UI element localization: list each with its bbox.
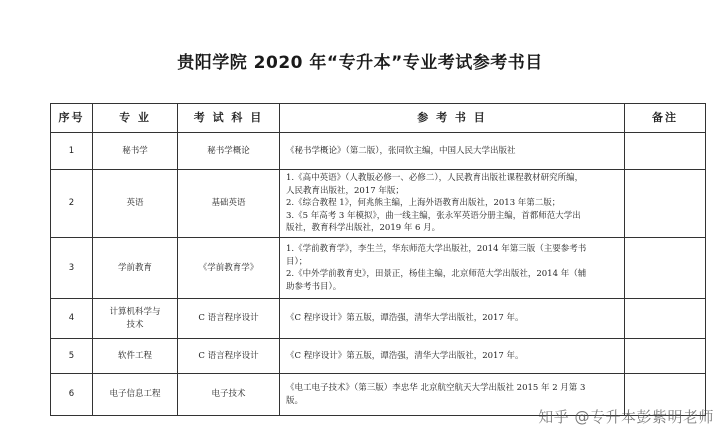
book-line: 版。 <box>286 395 304 406</box>
row-books <box>280 133 625 170</box>
book-line: 2.《综合教程 1》，何兆熊主编，上海外语教育出版社，2013 年第二版； <box>286 198 561 209</box>
book-line: 1.《学前教育学》，李生兰，华东师范大学出版社，2014 年第三版（主要参考书 <box>286 244 587 254</box>
row-no: 2 <box>51 170 93 238</box>
row-no: 6 <box>51 374 93 416</box>
row-note <box>625 299 706 339</box>
row-major: 学前教育 <box>93 238 178 299</box>
reference-book-table <box>50 103 706 416</box>
row-subject: 电子技术 <box>178 374 280 416</box>
row-books <box>280 339 625 374</box>
row-major: 电子信息工程 <box>93 374 178 416</box>
row-subject: 基础英语 <box>178 170 280 238</box>
book-line: 人民教育出版社，2017 年版； <box>286 185 404 196</box>
row-no: 5 <box>51 339 93 374</box>
row-note <box>625 339 706 374</box>
row-subject: C 语言程序设计 <box>178 299 280 339</box>
row-subject: 《学前教育学》 <box>178 238 280 299</box>
book-line: 《C 程序设计》第五版，谭浩强，清华大学出版社，2017 年。 <box>286 313 524 324</box>
book-line: 2.《中外学前教育史》，田景正，杨佳主编，北京师范大学出版社，2014 年（辅 <box>286 269 587 279</box>
book-line: 助参考书目）。 <box>286 281 342 292</box>
row-note <box>625 170 706 238</box>
table-row <box>51 299 706 339</box>
header-books: 参 考 书 目 <box>280 104 625 133</box>
row-books <box>280 299 625 339</box>
major-line: 技术 <box>126 319 144 330</box>
row-books <box>280 170 625 238</box>
row-no: 4 <box>51 299 93 339</box>
page-title: 贵阳学院 2020 年“专升本”专业考试参考书目 <box>177 53 543 73</box>
table-row <box>51 238 706 299</box>
row-no: 3 <box>51 238 93 299</box>
table-row <box>51 170 706 238</box>
row-major <box>93 299 178 339</box>
row-subject: C 语言程序设计 <box>178 339 280 374</box>
header-no: 序号 <box>51 104 93 133</box>
book-line: 《电工电子技术》（第三版）李忠华 北京航空航天大学出版社 2015 年 2 月第 3 <box>286 383 586 393</box>
row-major: 英语 <box>93 170 178 238</box>
book-line: 1.《高中英语》（人教版必修一、必修二），人民教育出版社课程教材研究所编， <box>286 173 584 184</box>
book-line: 3.《5 年高考 3 年模拟》，曲一线主编，张永军英语分册主编，首都师范大学出 <box>286 210 581 221</box>
row-books <box>280 238 625 299</box>
header-major: 专 业 <box>93 104 178 133</box>
header-note: 备注 <box>625 104 706 133</box>
major-line: 计算机科学与 <box>109 307 161 317</box>
row-major: 秘书学 <box>93 133 178 170</box>
row-note <box>625 238 706 299</box>
row-note <box>625 133 706 170</box>
row-subject: 秘书学概论 <box>178 133 280 170</box>
row-no: 1 <box>51 133 93 170</box>
book-line: 《C 程序设计》第五版，谭浩强，清华大学出版社，2017 年。 <box>286 350 524 361</box>
row-major: 软件工程 <box>93 339 178 374</box>
table-row <box>51 339 706 374</box>
book-line: 版社，教育科学出版社，2019 年 6 月。 <box>286 223 441 234</box>
table-header-row <box>51 104 706 133</box>
book-line: 《秘书学概论》（第二版），张同钦主编，中国人民大学出版社 <box>286 145 516 156</box>
book-line: 目）； <box>286 256 308 267</box>
table-row <box>51 133 706 170</box>
zhihu-watermark: 知乎 @专升本彭紫明老师 <box>538 408 714 426</box>
header-subject: 考 试 科 目 <box>178 104 280 133</box>
